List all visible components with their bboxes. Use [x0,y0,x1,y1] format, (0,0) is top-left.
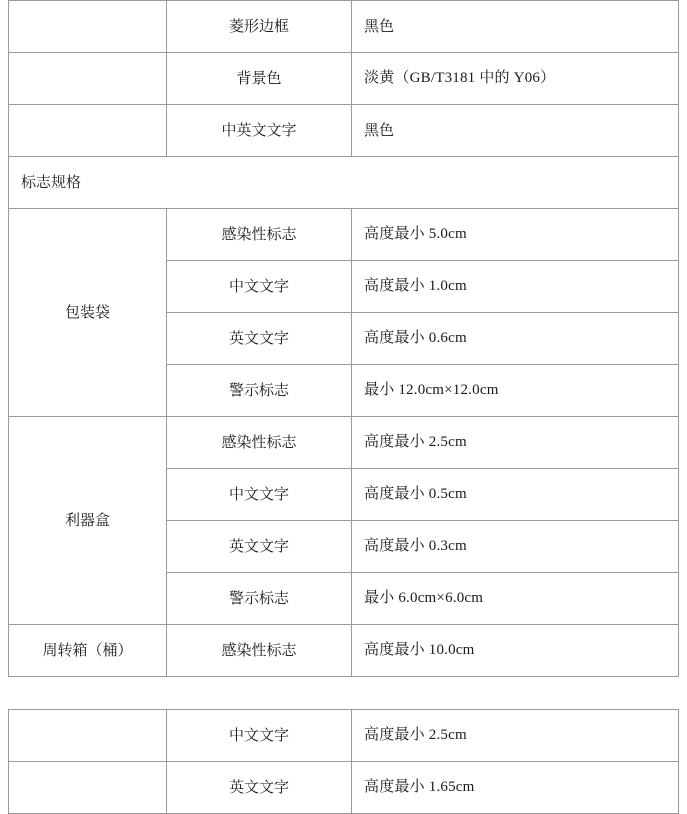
cell-item: 英文文字 [167,762,352,814]
table-row [9,417,679,469]
cell-item: 感染性标志 [167,625,352,677]
cell-value: 淡黄（GB/T3181 中的 Y06） [352,53,679,105]
cell-item: 感染性标志 [167,209,352,261]
table-row [9,209,679,261]
table-row [9,1,679,53]
cell-value: 高度最小 10.0cm [352,625,679,677]
cell-item: 中英文文字 [167,105,352,157]
section-title: 标志规格 [9,157,679,209]
cell-category: 包装袋 [9,209,167,417]
cell-item: 菱形边框 [167,1,352,53]
cell-value: 高度最小 2.5cm [352,710,679,762]
specification-table-bottom [8,709,679,814]
cell-item: 英文文字 [167,521,352,573]
table-row [9,710,679,762]
cell-value: 高度最小 0.3cm [352,521,679,573]
cell-value: 黑色 [352,1,679,53]
cell-item: 中文文字 [167,710,352,762]
cell-value: 高度最小 5.0cm [352,209,679,261]
cell-value: 黑色 [352,105,679,157]
cell-item: 中文文字 [167,469,352,521]
table-row [9,53,679,105]
page-break-gap [0,677,687,709]
specification-table-top [8,0,679,677]
cell-value: 高度最小 1.65cm [352,762,679,814]
table-section-row [9,157,679,209]
cell-item: 警示标志 [167,573,352,625]
cell-value: 高度最小 2.5cm [352,417,679,469]
cell-category [9,710,167,762]
cell-value: 高度最小 1.0cm [352,261,679,313]
cell-category [9,105,167,157]
cell-value: 高度最小 0.6cm [352,313,679,365]
cell-value: 最小 6.0cm×6.0cm [352,573,679,625]
table-row [9,762,679,814]
cell-value: 高度最小 0.5cm [352,469,679,521]
cell-category: 周转箱（桶） [9,625,167,677]
cell-category [9,53,167,105]
cell-category [9,762,167,814]
cell-item: 警示标志 [167,365,352,417]
cell-item: 感染性标志 [167,417,352,469]
cell-item: 英文文字 [167,313,352,365]
cell-category: 利器盒 [9,417,167,625]
table-row [9,105,679,157]
cell-item: 背景色 [167,53,352,105]
table-row [9,625,679,677]
cell-value: 最小 12.0cm×12.0cm [352,365,679,417]
cell-category [9,1,167,53]
cell-item: 中文文字 [167,261,352,313]
